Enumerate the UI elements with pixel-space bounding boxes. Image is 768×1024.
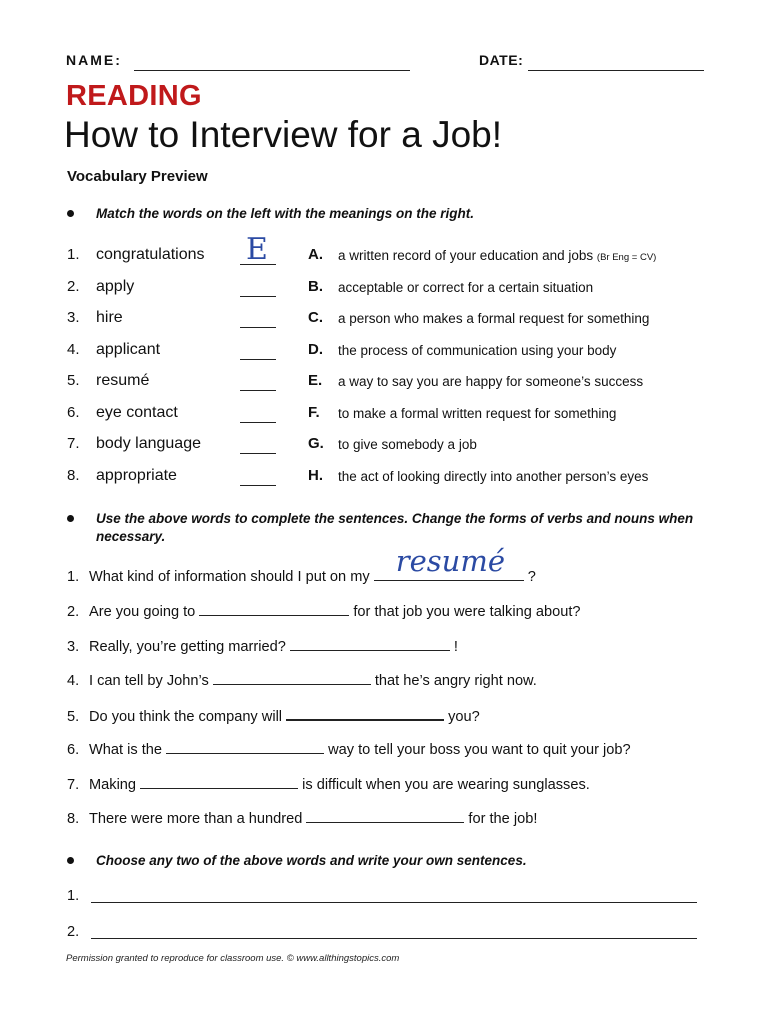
definition-letter: D. (308, 340, 323, 358)
definition (338, 311, 649, 326)
answer-blank[interactable] (240, 485, 276, 486)
answer-blank[interactable] (240, 422, 276, 423)
definition-note: (Br Eng = CV) (596, 252, 657, 263)
item-number: 1. (67, 246, 80, 263)
definition-letter: C. (308, 309, 323, 326)
bullet-icon (67, 857, 74, 864)
definition-text: to make a formal written request for something (338, 405, 617, 421)
sentence-end: ? (527, 569, 536, 585)
sentence-blank[interactable] (286, 705, 444, 721)
write-rule[interactable] (91, 938, 697, 939)
instruction-complete: Use the above words to complete the sentences. Change the forms of verbs and nouns when necessary. (96, 511, 694, 544)
write-rule[interactable] (91, 902, 697, 903)
match-row (0, 467, 768, 497)
write-line[interactable] (67, 888, 79, 904)
definition-text: to give somebody a job (338, 437, 477, 452)
definition-letter: E. (308, 372, 323, 389)
definition (338, 469, 648, 484)
sentence-row (67, 670, 537, 689)
vocab-word: congratulations (96, 246, 205, 263)
item-number: 6. (67, 403, 80, 421)
sentence-end: is difficult when you are wearing sunglasses. (302, 777, 590, 793)
bullet-icon (67, 515, 74, 522)
sentence-blank[interactable] (140, 774, 298, 789)
sentence-start: Making (89, 777, 137, 793)
definition (338, 343, 616, 358)
definition (338, 406, 616, 421)
sentence-row (67, 774, 590, 793)
handwritten-answer: resumé (395, 544, 505, 578)
match-row (0, 372, 768, 402)
answer-blank[interactable] (240, 327, 276, 328)
sentence-end: way to tell your boss you want to quit your job? (328, 742, 631, 758)
item-number: 7. (67, 435, 80, 452)
sentence-number: 7. (67, 777, 80, 793)
sentence-blank[interactable] (374, 544, 524, 581)
match-row (0, 341, 768, 371)
item-number: 3. (67, 309, 80, 326)
definition (338, 248, 656, 263)
sentence-start: Are you going to (89, 604, 196, 620)
answer-blank[interactable] (240, 359, 276, 360)
sentence-end: that he’s angry right now. (374, 673, 537, 689)
sentence-row (67, 601, 581, 620)
name-line[interactable] (134, 70, 410, 71)
sentence-number: 8. (67, 811, 80, 827)
sentence-row (67, 808, 537, 827)
date-line[interactable] (528, 70, 704, 71)
sentence-number: 2. (67, 604, 80, 620)
instruction-write: Choose any two of the above words and write your own sentences. (96, 853, 527, 868)
vocab-word: resumé (96, 372, 150, 389)
sentence-start: Do you think the company will (89, 709, 283, 725)
match-row (0, 278, 768, 308)
sentence-start: Really, you’re getting married? (89, 639, 286, 655)
answer-blank[interactable] (240, 390, 276, 391)
sentence-start: What is the (89, 742, 162, 758)
item-number: 4. (67, 340, 80, 358)
match-row (0, 309, 768, 339)
bullet-icon (67, 210, 74, 217)
vocab-word: body language (96, 435, 201, 452)
definition-text: the act of looking directly into another person’s eyes (338, 468, 649, 484)
definition-letter: H. (308, 466, 323, 484)
sentence-end: ! (453, 639, 458, 655)
item-number: 5. (67, 372, 80, 389)
sentence-end: you? (448, 709, 480, 725)
definition-text: a written record of your education and jobs (338, 248, 594, 263)
sentence-row (67, 705, 480, 725)
match-row (0, 232, 768, 276)
definition-text: acceptable or correct for a certain situation (338, 279, 594, 295)
sentence-row (67, 739, 631, 758)
match-row (0, 435, 768, 465)
sentence-blank[interactable] (290, 636, 450, 651)
definition-letter: B. (308, 277, 323, 295)
sentence-end: for the job! (468, 811, 538, 827)
subtitle: Vocabulary Preview (67, 168, 208, 185)
answer-blank[interactable] (240, 453, 276, 454)
definition (338, 437, 477, 452)
sentence-blank[interactable] (213, 670, 371, 685)
vocab-word: apply (96, 277, 135, 295)
definition-text: a person who makes a formal request for something (338, 311, 650, 326)
instruction-match: Match the words on the left with the meanings on the right. (96, 206, 475, 221)
definition (338, 374, 643, 389)
definition-text: the process of communication using your body (338, 342, 617, 358)
sentence-row (67, 636, 458, 655)
sentence-number: 1. (67, 569, 80, 585)
definition-letter: A. (308, 246, 323, 263)
match-row (0, 404, 768, 434)
vocab-word: appropriate (96, 466, 177, 484)
definition-letter: F. (308, 403, 320, 421)
sentence-blank[interactable] (166, 739, 324, 754)
item-number: 2. (67, 277, 80, 295)
answer-blank[interactable] (240, 296, 276, 297)
sentence-start: There were more than a hundred (89, 811, 303, 827)
definition (338, 280, 593, 295)
handwritten-answer: E (246, 232, 268, 267)
sentence-number: 3. (67, 639, 80, 655)
sentence-start: What kind of information should I put on my (89, 569, 370, 585)
item-number: 8. (67, 466, 80, 484)
page-title: How to Interview for a Job! (64, 114, 503, 155)
name-label: NAME: (66, 52, 122, 68)
sentence-number: 6. (67, 742, 80, 758)
footer-credit: Permission granted to reproduce for classroom use. © www.allthingstopics.com (66, 953, 400, 964)
vocab-word: eye contact (96, 403, 178, 421)
write-line[interactable] (67, 924, 79, 940)
sentence-end: for that job you were talking about? (353, 604, 581, 620)
vocab-word: applicant (96, 340, 161, 358)
write-line-number: 1. (67, 888, 80, 904)
definition-letter: G. (308, 435, 324, 452)
section-label: READING (66, 80, 202, 112)
sentence-start: I can tell by John’s (89, 673, 209, 689)
write-line-number: 2. (67, 924, 80, 940)
header-row (66, 52, 706, 76)
date-label: DATE: (479, 52, 524, 68)
sentence-number: 4. (67, 673, 80, 689)
vocab-word: hire (96, 309, 123, 326)
sentence-row (67, 544, 536, 585)
sentence-number: 5. (67, 709, 80, 725)
sentence-blank[interactable] (306, 808, 464, 823)
definition-text: a way to say you are happy for someone’s success (338, 374, 644, 389)
sentence-blank[interactable] (199, 601, 349, 616)
